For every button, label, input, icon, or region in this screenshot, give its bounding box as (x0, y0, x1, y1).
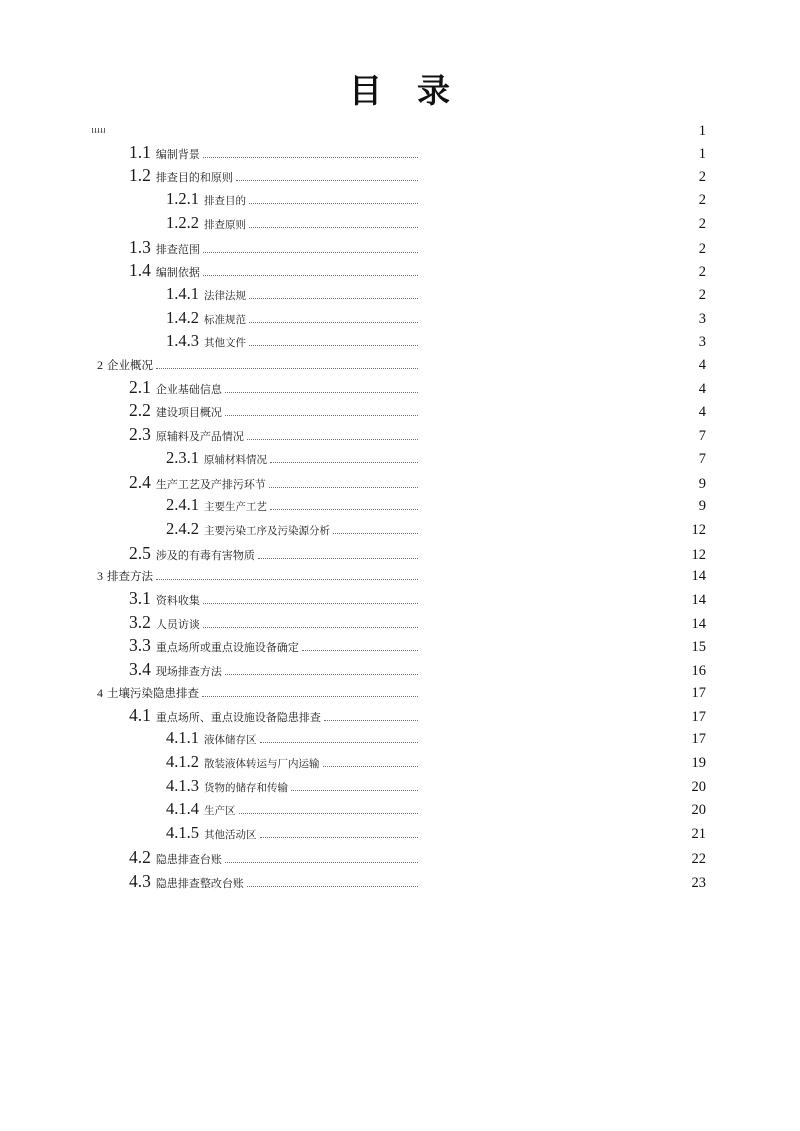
dot-leader (291, 790, 418, 791)
illegible-text-fragment (92, 128, 105, 133)
toc-entry-label: 企业概况 (107, 360, 153, 373)
toc-entry-label: 土壤污染隐患排查 (107, 687, 199, 700)
dot-leader (239, 813, 419, 814)
dot-leader (203, 603, 418, 604)
toc-entry-page-column (420, 729, 706, 750)
toc-entry-number: 4.3 (129, 870, 151, 891)
dot-leader (270, 462, 418, 463)
toc-entry[interactable] (166, 189, 706, 213)
toc-entry-page-column (420, 285, 706, 306)
dot-leader (203, 275, 418, 276)
dot-leader (333, 533, 418, 534)
dot-leader (247, 886, 418, 887)
toc-entry-label: 人员访谈 (155, 618, 200, 631)
dot-leader (203, 157, 418, 158)
toc-entry[interactable] (166, 331, 706, 355)
dot-leader (225, 415, 418, 416)
toc-entry-page-column (420, 800, 706, 821)
dot-leader (249, 322, 418, 323)
toc-entry-label: 原辅料及产品情况 (155, 431, 244, 444)
toc-entry-page-column (420, 121, 706, 142)
toc-entry-page-column (420, 496, 706, 517)
toc-entry-page: 2 (698, 240, 706, 257)
toc-entry-number: 1.2.1 (166, 189, 199, 209)
toc-entry[interactable] (166, 776, 706, 800)
toc-entry-page: 2 (698, 215, 706, 232)
toc-entry-page: 9 (698, 498, 706, 515)
toc-entry[interactable] (166, 519, 706, 543)
toc-entry-page: 17 (691, 731, 706, 748)
toc-entry[interactable] (97, 566, 706, 588)
dot-leader (270, 509, 418, 510)
toc-entry-label: 排查原则 (204, 219, 246, 231)
dot-leader (260, 742, 419, 743)
toc-entry-page-column (420, 214, 706, 235)
toc-entry-page-column (420, 239, 706, 260)
toc-entry[interactable] (129, 612, 706, 636)
dot-leader (202, 696, 418, 697)
toc-entry[interactable] (129, 543, 706, 567)
toc-list (0, 121, 800, 894)
toc-entry[interactable] (129, 400, 706, 424)
dot-leader (236, 180, 418, 181)
toc-entry[interactable] (129, 472, 706, 496)
toc-entry-page-column (420, 683, 706, 704)
toc-entry-number: 1.4.1 (166, 283, 199, 303)
dot-leader (323, 766, 419, 767)
toc-entry-page: 1 (698, 145, 706, 162)
toc-entry-number: 4.1.1 (166, 728, 199, 748)
toc-entry-number: 4.2 (129, 846, 151, 867)
toc-entry[interactable] (166, 752, 706, 776)
toc-entry-page: 9 (698, 475, 706, 492)
toc-entry-number: 1.2 (129, 165, 151, 186)
toc-entry-page-column (420, 590, 706, 611)
toc-entry-label: 排查目的和原则 (155, 172, 233, 185)
toc-entry-page: 23 (691, 874, 706, 891)
toc-entry-page: 3 (698, 310, 706, 327)
toc-entry-label: 原辅材料情况 (204, 454, 267, 466)
toc-entry[interactable] (166, 799, 706, 823)
toc-entry[interactable] (129, 260, 706, 284)
toc-entry-number: 3.4 (129, 659, 151, 680)
toc-entry[interactable] (129, 635, 706, 659)
toc-entry-label: 主要污染工序及污染源分析 (204, 525, 330, 537)
toc-entry-page-column (420, 753, 706, 774)
toc-entry[interactable] (129, 165, 706, 189)
dot-leader (249, 298, 418, 299)
dot-leader (249, 345, 418, 346)
toc-entry-label: 标准规范 (204, 314, 246, 326)
toc-entry-page: 14 (691, 568, 706, 585)
toc-entry-number: 3.1 (129, 588, 151, 609)
toc-entry-page: 14 (691, 592, 706, 609)
dot-leader (247, 439, 418, 440)
toc-entry-label: 主要生产工艺 (204, 502, 267, 514)
toc-entry[interactable] (129, 377, 706, 401)
toc-entry-page-column (420, 144, 706, 165)
toc-entry-number: 3.2 (129, 611, 151, 632)
toc-entry-page: 15 (691, 639, 706, 656)
toc-entry-page-column (420, 545, 706, 566)
toc-entry-number: 3 (97, 569, 103, 584)
toc-entry[interactable] (166, 448, 706, 472)
dot-leader (324, 720, 418, 721)
toc-entry-label: 编制依据 (155, 267, 200, 280)
dot-leader (260, 837, 419, 838)
toc-entry-page-column (420, 190, 706, 211)
toc-entry-page-column (420, 262, 706, 283)
toc-entry-page-column (420, 309, 706, 330)
toc-entry-number: 1.4 (129, 260, 151, 281)
toc-entry-page: 21 (691, 826, 706, 843)
toc-entry-page: 4 (698, 380, 706, 397)
toc-entry[interactable] (129, 871, 706, 895)
toc-entry-page: 12 (691, 546, 706, 563)
toc-entry-label: 企业基础信息 (155, 383, 222, 396)
toc-entry-page-column (420, 355, 706, 376)
toc-entry-page: 2 (698, 286, 706, 303)
dot-leader (203, 252, 418, 253)
toc-entry[interactable] (129, 142, 706, 166)
toc-entry-page-column (420, 849, 706, 870)
toc-entry-number: 4.1.5 (166, 823, 199, 843)
toc-entry-page: 19 (691, 754, 706, 771)
toc-entry-page: 4 (698, 357, 706, 374)
dot-leader (225, 674, 418, 675)
toc-entry-page: 7 (698, 428, 706, 445)
toc-entry[interactable] (129, 705, 706, 729)
toc-entry[interactable] (129, 237, 706, 261)
dot-leader (258, 558, 418, 559)
toc-entry-number: 1.2.2 (166, 212, 199, 232)
toc-entry-page: 17 (691, 708, 706, 725)
toc-entry[interactable] (92, 121, 706, 142)
toc-entry-page-column (420, 402, 706, 423)
toc-entry-number: 1.4.2 (166, 307, 199, 327)
toc-entry-label: 重点场所、重点设施设备隐患排查 (155, 711, 321, 724)
toc-entry-page-column (420, 167, 706, 188)
toc-entry-page: 14 (691, 615, 706, 632)
toc-entry-label: 液体储存区 (204, 735, 257, 747)
dot-leader (225, 392, 418, 393)
toc-entry-number: 3.3 (129, 635, 151, 656)
toc-entry-label: 隐患排查台账 (155, 853, 222, 866)
toc-entry-number: 1.3 (129, 236, 151, 257)
toc-entry-page: 2 (698, 169, 706, 186)
toc-entry-label: 法律法规 (204, 290, 246, 302)
toc-entry-number: 4.1 (129, 704, 151, 725)
toc-entry[interactable] (129, 588, 706, 612)
toc-entry-number: 1.4.3 (166, 331, 199, 351)
toc-entry[interactable] (166, 213, 706, 237)
toc-entry-label: 排查方法 (107, 571, 153, 584)
toc-entry-page-column (420, 614, 706, 635)
toc-entry-label: 其他文件 (204, 338, 246, 350)
toc-entry-label: 生产区 (204, 806, 236, 818)
toc-entry[interactable] (166, 284, 706, 308)
toc-entry-page-column (420, 777, 706, 798)
toc-entry-page-column (420, 474, 706, 495)
toc-entry-page-column (420, 426, 706, 447)
toc-entry-label: 编制背景 (155, 148, 200, 161)
toc-entry-number: 2.5 (129, 542, 151, 563)
toc-entry[interactable] (166, 308, 706, 332)
toc-entry-page: 17 (691, 684, 706, 701)
toc-entry-number: 2.1 (129, 376, 151, 397)
dot-leader (156, 579, 418, 580)
toc-entry-page-column (420, 566, 706, 587)
toc-entry-label: 排查范围 (155, 243, 200, 256)
toc-entry-number: 2.2 (129, 400, 151, 421)
toc-entry[interactable] (129, 659, 706, 683)
toc-entry-page: 3 (698, 334, 706, 351)
toc-entry[interactable] (166, 823, 706, 847)
toc-entry-page-column (420, 379, 706, 400)
dot-leader (249, 203, 418, 204)
toc-entry-label: 现场排查方法 (155, 666, 222, 679)
toc-entry-page: 20 (691, 802, 706, 819)
toc-entry-label: 建设项目概况 (155, 407, 222, 420)
toc-entry-number: 4 (97, 685, 103, 700)
toc-entry-page: 2 (698, 192, 706, 209)
toc-entry-page-column (420, 707, 706, 728)
page-title: 目 录 (349, 74, 451, 110)
toc-entry-page-column (420, 520, 706, 541)
toc-entry[interactable] (97, 355, 706, 377)
dot-leader (249, 227, 418, 228)
toc-entry-page: 1 (698, 123, 706, 139)
toc-entry-number: 4.1.2 (166, 751, 199, 771)
toc-entry-number: 2.4.1 (166, 495, 199, 515)
toc-entry[interactable] (129, 424, 706, 448)
dot-leader (302, 650, 418, 651)
toc-entry-page: 20 (691, 778, 706, 795)
toc-entry-number: 4.1.3 (166, 775, 199, 795)
toc-entry-page-column (420, 332, 706, 353)
dot-leader (269, 487, 418, 488)
toc-entry-number: 2 (97, 358, 103, 373)
toc-entry[interactable] (166, 728, 706, 752)
toc-entry[interactable] (97, 683, 706, 705)
toc-entry-number: 2.4.2 (166, 518, 199, 538)
dot-leader (156, 368, 418, 369)
toc-entry-label: 重点场所或重点设施设备确定 (155, 642, 299, 655)
toc-entry-number: 2.3 (129, 424, 151, 445)
toc-entry-number: 2.3.1 (166, 447, 199, 467)
toc-entry-page: 16 (691, 663, 706, 680)
toc-entry-label: 排查目的 (204, 196, 246, 208)
dot-leader (225, 862, 418, 863)
toc-entry-label: 涉及的有毒有害物质 (155, 549, 255, 562)
dot-leader (203, 627, 418, 628)
toc-entry-label: 资料收集 (155, 595, 200, 608)
toc-entry-label: 生产工艺及产排污环节 (155, 478, 266, 491)
toc-entry[interactable] (166, 495, 706, 519)
toc-entry-label: 散装液体转运与厂内运输 (204, 758, 320, 770)
toc-entry-number: 2.4 (129, 471, 151, 492)
toc-entry-page: 4 (698, 404, 706, 421)
toc-entry[interactable] (129, 847, 706, 871)
toc-entry-page: 22 (691, 850, 706, 867)
toc-entry-label: 其他活动区 (204, 830, 257, 842)
toc-entry-number: 4.1.4 (166, 799, 199, 819)
toc-entry-page: 2 (698, 264, 706, 281)
toc-entry-number: 1.1 (129, 141, 151, 162)
toc-entry-page-column (420, 661, 706, 682)
toc-entry-page-column (420, 637, 706, 658)
toc-entry-label: 隐患排查整改台账 (155, 877, 244, 890)
toc-entry-page: 7 (698, 450, 706, 467)
toc-entry-page-column (420, 873, 706, 894)
toc-entry-page-column (420, 824, 706, 845)
toc-entry-page: 12 (691, 521, 706, 538)
toc-entry-page-column (420, 449, 706, 470)
toc-entry-label: 货物的储存和传输 (204, 782, 288, 794)
